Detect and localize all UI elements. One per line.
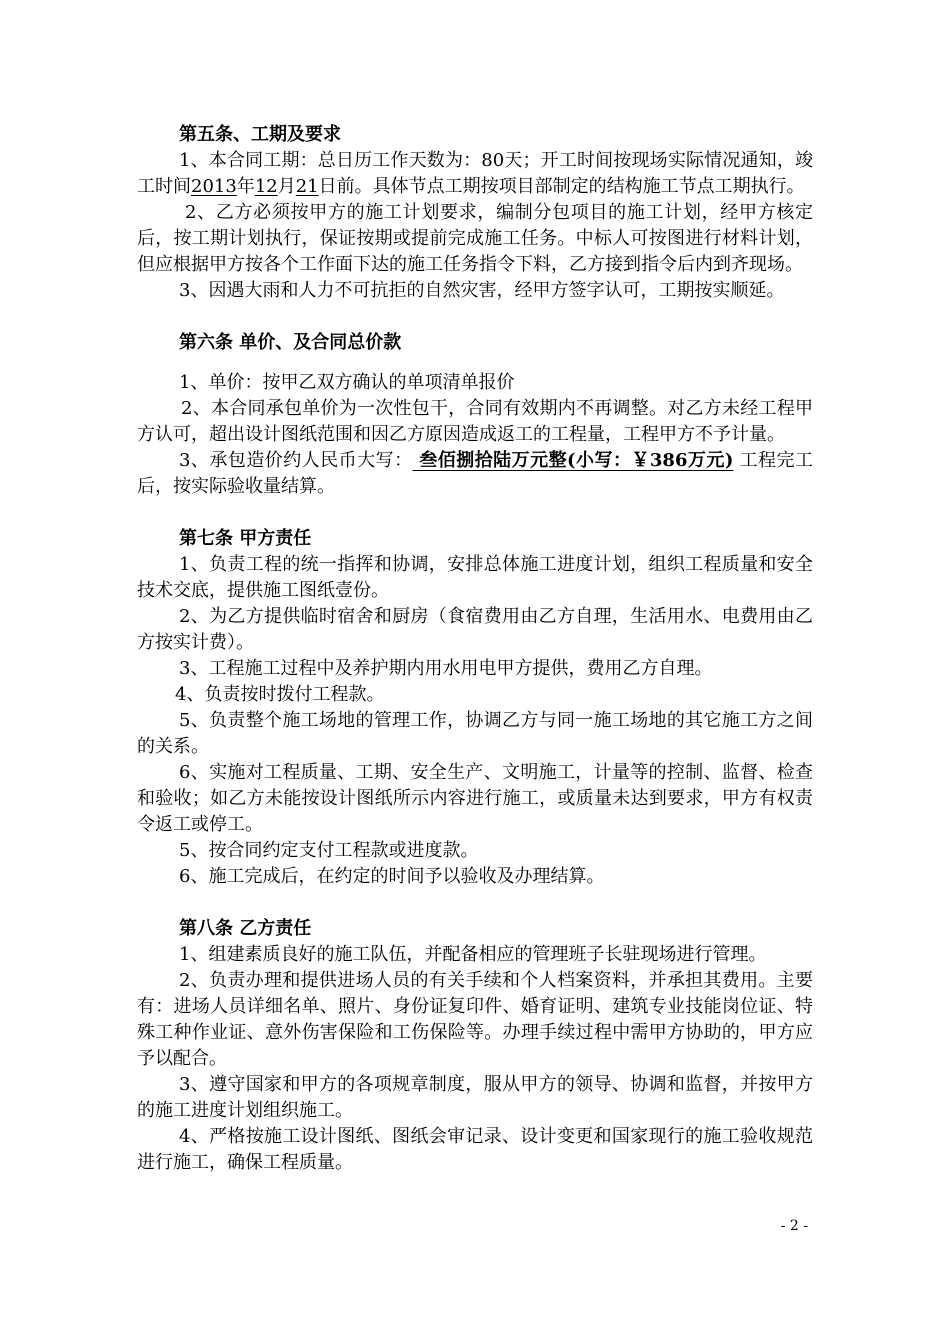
end-day: 21	[295, 176, 319, 197]
document-body	[137, 122, 813, 1176]
article8-item: 3、遵守国家和甲方的各项规章制度，服从甲方的领导、协调和监督，并按甲方的施工进度计划组织施工。	[137, 1074, 813, 1121]
clause-text: 3、承包造价约人民币大写：	[179, 450, 413, 471]
article8-item: 1、组建素质良好的施工队伍，并配备相应的管理班子长驻现场进行管理。	[179, 944, 767, 965]
page-number: - 2 -	[780, 1218, 808, 1234]
clause-text: 1、本合同工期：总日历工作天数为：80天；开工时间按现场实际情况通知，竣工时间	[137, 150, 813, 197]
article6-title: 第六条 单价、及合同总价款	[179, 332, 402, 353]
article5-clause2: 2、乙方必须按甲方的施工计划要求，编制分包项目的施工计划，经甲方核定后，按工期计划执行，保证按期或提前完成施工任务。中标人可按图进行材料计划，但应根据甲方按各个工作面下达的施工任务指令下料，乙方接到指令后内到齐现场。	[137, 202, 813, 275]
article6-clause1: 1、单价：按甲乙双方确认的单项清单报价	[179, 372, 515, 393]
clause-text: 工程完工后，按实际验收量结算。	[137, 450, 813, 497]
article7-title: 第七条 甲方责任	[179, 528, 312, 549]
article7-item: 1、负责工程的统一指挥和协调，安排总体施工进度计划，组织工程质量和安全技术交底，提供施工图纸壹份。	[137, 554, 813, 601]
spacer	[137, 500, 813, 526]
article8-item: 4、严格按施工设计图纸、图纸会审记录、设计变更和国家现行的施工验收规范进行施工，确保工程质量。	[137, 1126, 813, 1173]
article8-title: 第八条 乙方责任	[179, 918, 312, 939]
article7-item: 5、负责整个施工场地的管理工作，协调乙方与同一施工场地的其它施工方之间的关系。	[137, 710, 813, 757]
spacer	[137, 356, 813, 370]
article5-clause1	[137, 148, 813, 200]
article7-item: 2、为乙方提供临时宿舍和厨房（食宿费用由乙方自理，生活用水、电费用由乙方按实计费）。	[137, 606, 813, 653]
spacer	[137, 890, 813, 916]
spacer	[137, 304, 813, 330]
article6-clause2: 2、本合同承包单价为一次性包干，合同有效期内不再调整。对乙方未经工程甲方认可，超出设计图纸范围和因乙方原因造成返工的工程量，工程甲方不予计量。	[137, 398, 813, 445]
contract-amount: 叁佰捌拾陆万元整(小写：￥386万元)	[412, 450, 734, 471]
article6-clause3	[137, 448, 813, 500]
article7-item: 6、实施对工程质量、工期、安全生产、文明施工，计量等的控制、监督、检查和验收；如乙方未能按设计图纸所示内容进行施工，或质量未达到要求，甲方有权责令返工或停工。	[137, 762, 813, 835]
article7-item: 5、按合同约定支付工程款或进度款。	[179, 840, 479, 861]
clause-text: 日前。具体节点工期按项目部制定的结构施工节点工期执行。	[318, 176, 805, 197]
month-unit: 月	[277, 176, 296, 197]
article7-item: 3、工程施工过程中及养护期内用水用电甲方提供，费用乙方自理。	[179, 658, 713, 679]
end-year: 2013	[191, 176, 237, 197]
year-unit: 年	[236, 176, 255, 197]
article5-title: 第五条、工期及要求	[179, 124, 341, 145]
article7-item: 4、负责按时拨付工程款。	[175, 684, 385, 705]
article7-item: 6、施工完成后，在约定的时间予以验收及办理结算。	[179, 866, 605, 887]
article5-clause3: 3、因遇大雨和人力不可抗拒的自然灾害，经甲方签字认可，工期按实顺延。	[179, 280, 785, 301]
article8-item: 2、负责办理和提供进场人员的有关手续和个人档案资料，并承担其费用。主要有：进场人员详细名单、照片、身份证复印件、婚育证明、建筑专业技能岗位证、特殊工种作业证、意外伤害保险和工伤保险等。办理手续过程中需甲方协助的，甲方应予以配合。	[137, 970, 813, 1069]
end-month: 12	[254, 176, 278, 197]
